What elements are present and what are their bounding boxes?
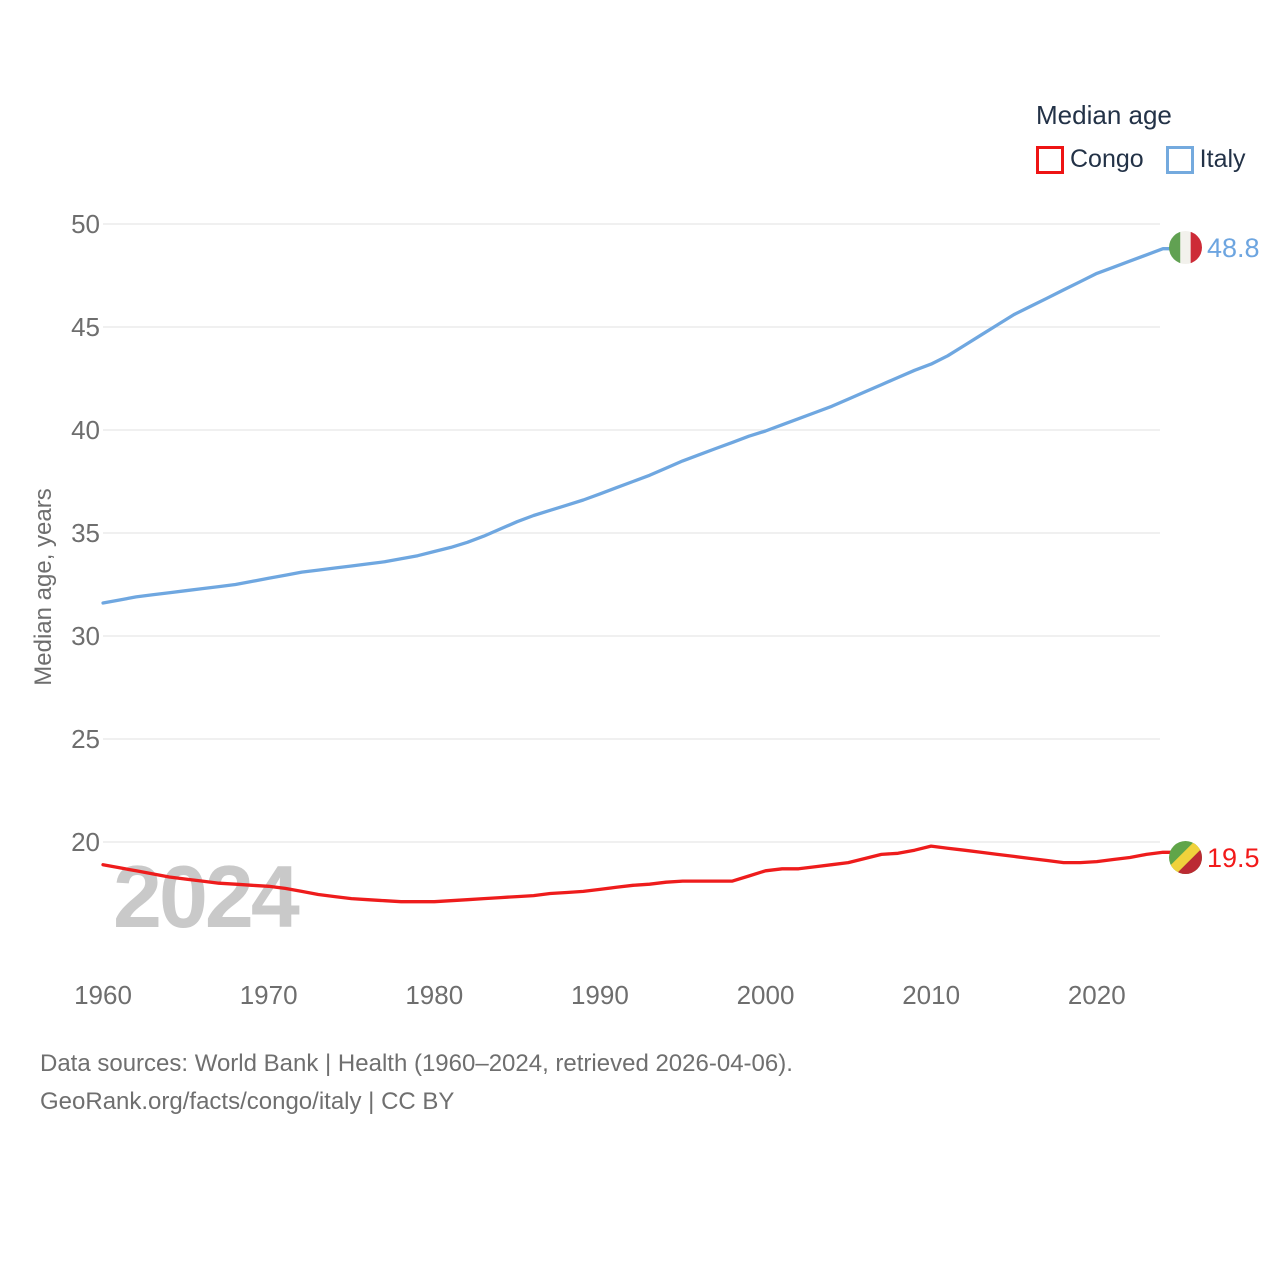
x-tick-label: 2010 xyxy=(902,980,961,1010)
legend-label-congo[interactable]: Congo xyxy=(1070,145,1144,173)
italy-end-value: 48.8 xyxy=(1207,233,1260,263)
legend-label-italy[interactable]: Italy xyxy=(1199,145,1246,173)
footer xyxy=(40,1045,793,1121)
legend xyxy=(1036,100,1246,174)
x-tick-label: 1970 xyxy=(239,980,298,1010)
italy-flag-icon xyxy=(1169,231,1202,264)
y-tick-label: 50 xyxy=(71,209,100,239)
x-tick-label: 2020 xyxy=(1067,980,1126,1010)
italy-legend-swatch-icon[interactable] xyxy=(1166,146,1194,174)
legend-items xyxy=(1036,145,1246,174)
y-axis-title: Median age, years xyxy=(30,488,57,686)
x-tick-label: 2000 xyxy=(736,980,795,1010)
y-tick-label: 30 xyxy=(71,621,100,651)
congo-end-value: 19.5 xyxy=(1207,843,1260,873)
x-tick-label: 1990 xyxy=(570,980,629,1010)
congo-legend-swatch-icon[interactable] xyxy=(1036,146,1064,174)
y-tick-label: 25 xyxy=(71,724,100,754)
congo-line[interactable] xyxy=(103,846,1172,902)
year-watermark: 2024 xyxy=(113,847,297,946)
data-sources-line: Data sources: World Bank | Health (1960–2024, retrieved 2026-04-06). xyxy=(40,1050,793,1077)
attribution-line: GeoRank.org/facts/congo/italy | CC BY xyxy=(40,1088,455,1115)
legend-title: Median age xyxy=(1036,100,1172,130)
y-tick-label: 35 xyxy=(71,518,100,548)
x-tick-label: 1960 xyxy=(74,980,132,1010)
y-tick-label: 45 xyxy=(71,312,100,342)
x-tick-label: 1980 xyxy=(405,980,464,1010)
y-tick-label: 20 xyxy=(71,827,100,857)
italy-line[interactable] xyxy=(103,249,1172,603)
congo-flag-icon xyxy=(1169,841,1202,874)
y-tick-label: 40 xyxy=(71,415,100,445)
